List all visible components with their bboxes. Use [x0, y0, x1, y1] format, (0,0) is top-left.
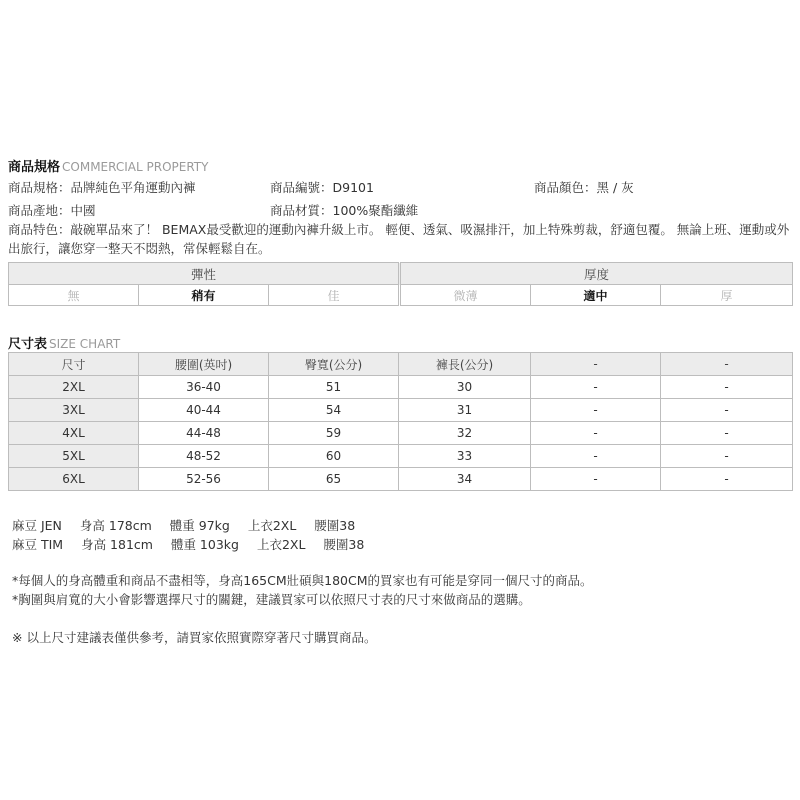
table-row [9, 445, 793, 468]
table-row [9, 399, 793, 422]
hip-cell: 65 [269, 468, 399, 491]
length-cell: 31 [399, 399, 531, 422]
size-heading-title: 尺寸表 [8, 337, 48, 352]
size-chart-header: 臀寬(公分) [269, 353, 399, 376]
model-height: 身高 181cm [81, 537, 153, 552]
waist-cell: 40-44 [139, 399, 269, 422]
hip-cell: 59 [269, 422, 399, 445]
length-cell: 34 [399, 468, 531, 491]
spec-heading-title: 商品規格 [8, 160, 61, 175]
size-chart-header: - [531, 353, 661, 376]
hip-cell: 51 [269, 376, 399, 399]
length-cell: 32 [399, 422, 531, 445]
table-row [9, 468, 793, 491]
elasticity-option-selected: 稍有 [139, 285, 269, 306]
size-chart-header: 褲長(公分) [399, 353, 531, 376]
empty-cell: - [661, 399, 793, 422]
spec-product-spec: 商品規格：品牌純色平角運動內褲 [8, 180, 196, 195]
model-weight: 體重 97kg [169, 518, 230, 533]
elasticity-header: 彈性 [9, 263, 399, 285]
size-cell: 5XL [9, 445, 139, 468]
table-row [9, 376, 793, 399]
elasticity-option: 無 [9, 285, 139, 306]
spec-product-material: 商品材質：100%聚酯纖維 [270, 203, 419, 218]
size-chart-table [8, 352, 793, 491]
empty-cell: - [661, 445, 793, 468]
empty-cell: - [661, 468, 793, 491]
size-disclaimer: ※ 以上尺寸建議表僅供參考，請買家依照實際穿著尺寸購買商品。 [12, 630, 377, 645]
length-cell: 30 [399, 376, 531, 399]
size-chart-header: 腰圍(英吋) [139, 353, 269, 376]
model-top-size: 上衣2XL [247, 518, 297, 533]
size-cell: 6XL [9, 468, 139, 491]
size-chart-header: - [661, 353, 793, 376]
size-chart-header: 尺寸 [9, 353, 139, 376]
spec-product-origin: 商品產地：中國 [8, 203, 96, 218]
model-top-size: 上衣2XL [256, 537, 306, 552]
size-note: *胸圍與肩寬的大小會影響選擇尺寸的關鍵，建議買家可以依照尺寸表的尺寸來做商品的選購。 [12, 592, 531, 607]
attribute-table [8, 262, 793, 306]
waist-cell: 48-52 [139, 445, 269, 468]
model-height: 身高 178cm [79, 518, 152, 533]
model-info [12, 516, 378, 554]
model-waist: 腰圍38 [323, 537, 365, 552]
hip-cell: 54 [269, 399, 399, 422]
empty-cell: - [661, 376, 793, 399]
model-name: 麻豆 TIM [12, 537, 64, 552]
size-heading [8, 333, 120, 352]
table-row [9, 422, 793, 445]
thickness-option: 微薄 [401, 285, 531, 306]
size-cell: 4XL [9, 422, 139, 445]
thickness-option-selected: 適中 [531, 285, 661, 306]
spec-product-feature: 商品特色：敲碗單品來了！ BEMAX最受歡迎的運動內褲升級上市。 輕便、透氣、吸濕排汗，加上特殊剪裁，舒適包覆。 無論上班、運動或外出旅行，讓您穿一整天不悶熱，常保輕鬆自在。 [8, 222, 790, 256]
thickness-option: 厚 [661, 285, 793, 306]
model-row [12, 516, 378, 535]
empty-cell: - [531, 445, 661, 468]
empty-cell: - [531, 422, 661, 445]
model-name: 麻豆 JEN [12, 518, 62, 533]
empty-cell: - [661, 422, 793, 445]
size-chart-header-row [9, 353, 793, 376]
thickness-header: 厚度 [401, 263, 793, 285]
waist-cell: 44-48 [139, 422, 269, 445]
size-note: *每個人的身高體重和商品不盡相等，身高165CM壯碩與180CM的買家也有可能是穿同一個尺寸的商品。 [12, 573, 593, 588]
spec-product-color: 商品顏色：黑 / 灰 [534, 180, 634, 195]
size-cell: 2XL [9, 376, 139, 399]
length-cell: 33 [399, 445, 531, 468]
spec-heading [8, 156, 208, 175]
model-row [12, 535, 378, 554]
size-heading-en: SIZE CHART [49, 337, 121, 351]
spec-product-code: 商品編號：D9101 [270, 180, 374, 195]
spec-heading-en: COMMERCIAL PROPERTY [62, 160, 209, 174]
empty-cell: - [531, 376, 661, 399]
waist-cell: 52-56 [139, 468, 269, 491]
hip-cell: 60 [269, 445, 399, 468]
empty-cell: - [531, 399, 661, 422]
waist-cell: 36-40 [139, 376, 269, 399]
size-notes [12, 571, 593, 609]
size-cell: 3XL [9, 399, 139, 422]
model-waist: 腰圍38 [314, 518, 356, 533]
empty-cell: - [531, 468, 661, 491]
model-weight: 體重 103kg [170, 537, 239, 552]
elasticity-option: 佳 [269, 285, 399, 306]
